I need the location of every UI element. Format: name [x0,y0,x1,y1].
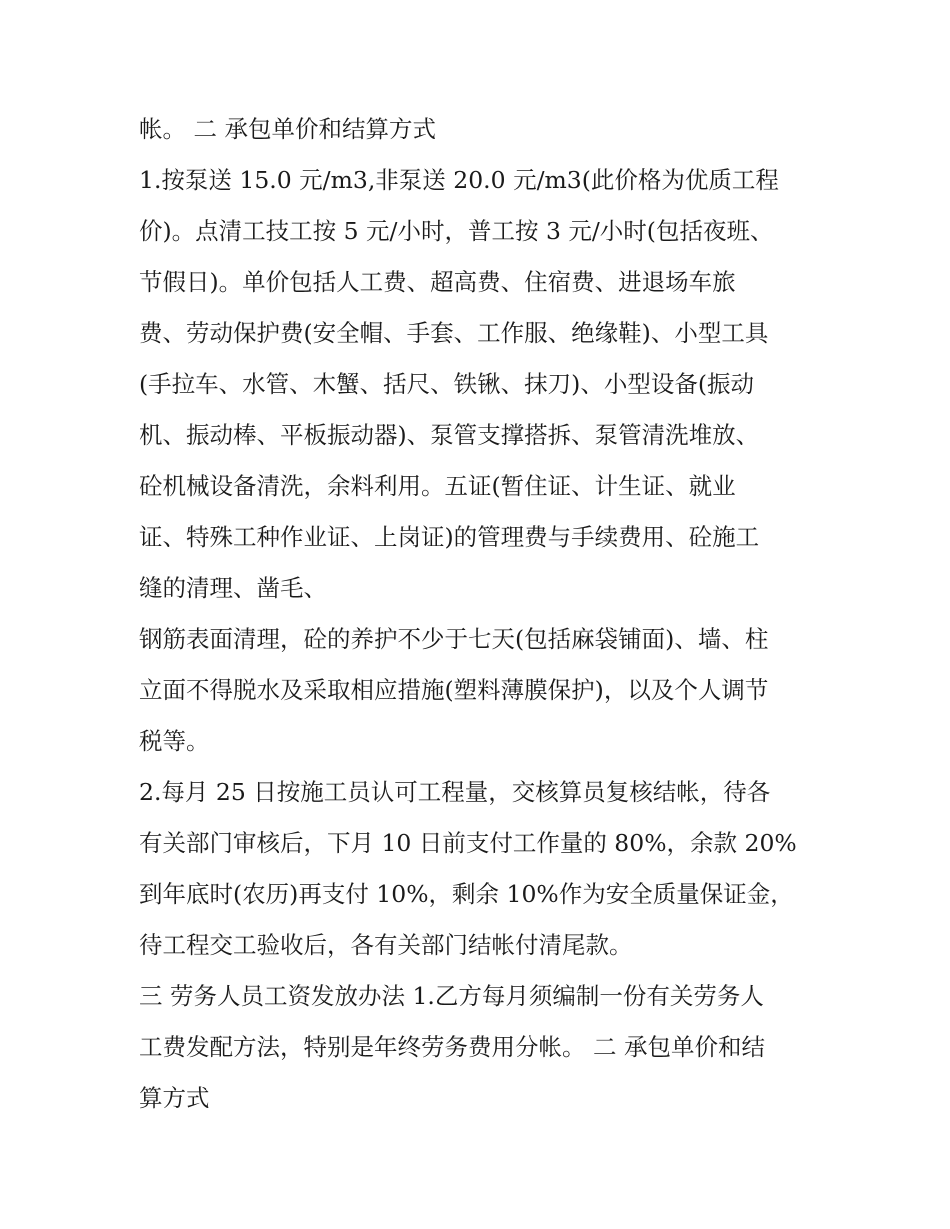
text-line: 机、振动棒、平板振动器)、泵管支撑搭拆、泵管清洗堆放、 [139,421,760,449]
text-line: 费、劳动保护费(安全帽、手套、工作服、绝缘鞋)、小型工具 [139,319,769,347]
document-body [139,104,811,1124]
text-line: 帐。 二 承包单价和结算方式 [139,115,436,143]
text-line: 1.按泵送 15.0 元/m3,非泵送 20.0 元/m3(此价格为优质工程 [139,166,779,194]
text-line: 有关部门审核后，下月 10 日前支付工作量的 80%，余款 20% [139,829,797,857]
text-line: 待工程交工验收后，各有关部门结帐付清尾款。 [139,931,633,959]
text-line: 缝的清理、凿毛、 [139,574,327,602]
text-line: 砼机械设备清洗，余料利用。五证(暂住证、计生证、就业 [139,472,736,500]
text-line: 价)。点清工技工按 5 元/小时，普工按 3 元/小时(包括夜班、 [139,217,774,245]
text-line: 钢筋表面清理，砼的养护不少于七天(包括麻袋铺面)、墙、柱 [139,625,769,653]
text-line: 工费发配方法，特别是年终劳务费用分帐。 二 承包单价和结 [139,1033,765,1061]
text-line: 节假日)。单价包括人工费、超高费、住宿费、进退场车旅 [139,268,736,296]
text-line: (手拉车、水管、木蟹、括尺、铁锹、抹刀)、小型设备(振动 [139,370,755,398]
text-line: 到年底时(农历)再支付 10%，剩余 10%作为安全质量保证金， [139,880,794,908]
text-line: 证、特殊工种作业证、上岗证)的管理费与手续费用、砼施工 [139,523,760,551]
text-line: 税等。 [139,727,210,755]
text-line: 立面不得脱水及采取相应措施(塑料薄膜保护)，以及个人调节 [139,676,769,704]
text-line: 三 劳务人员工资发放办法 1.乙方每月须编制一份有关劳务人 [139,982,764,1010]
text-line: 2.每月 25 日按施工员认可工程量，交核算员复核结帐，待各 [139,778,771,806]
text-line: 算方式 [139,1084,210,1112]
